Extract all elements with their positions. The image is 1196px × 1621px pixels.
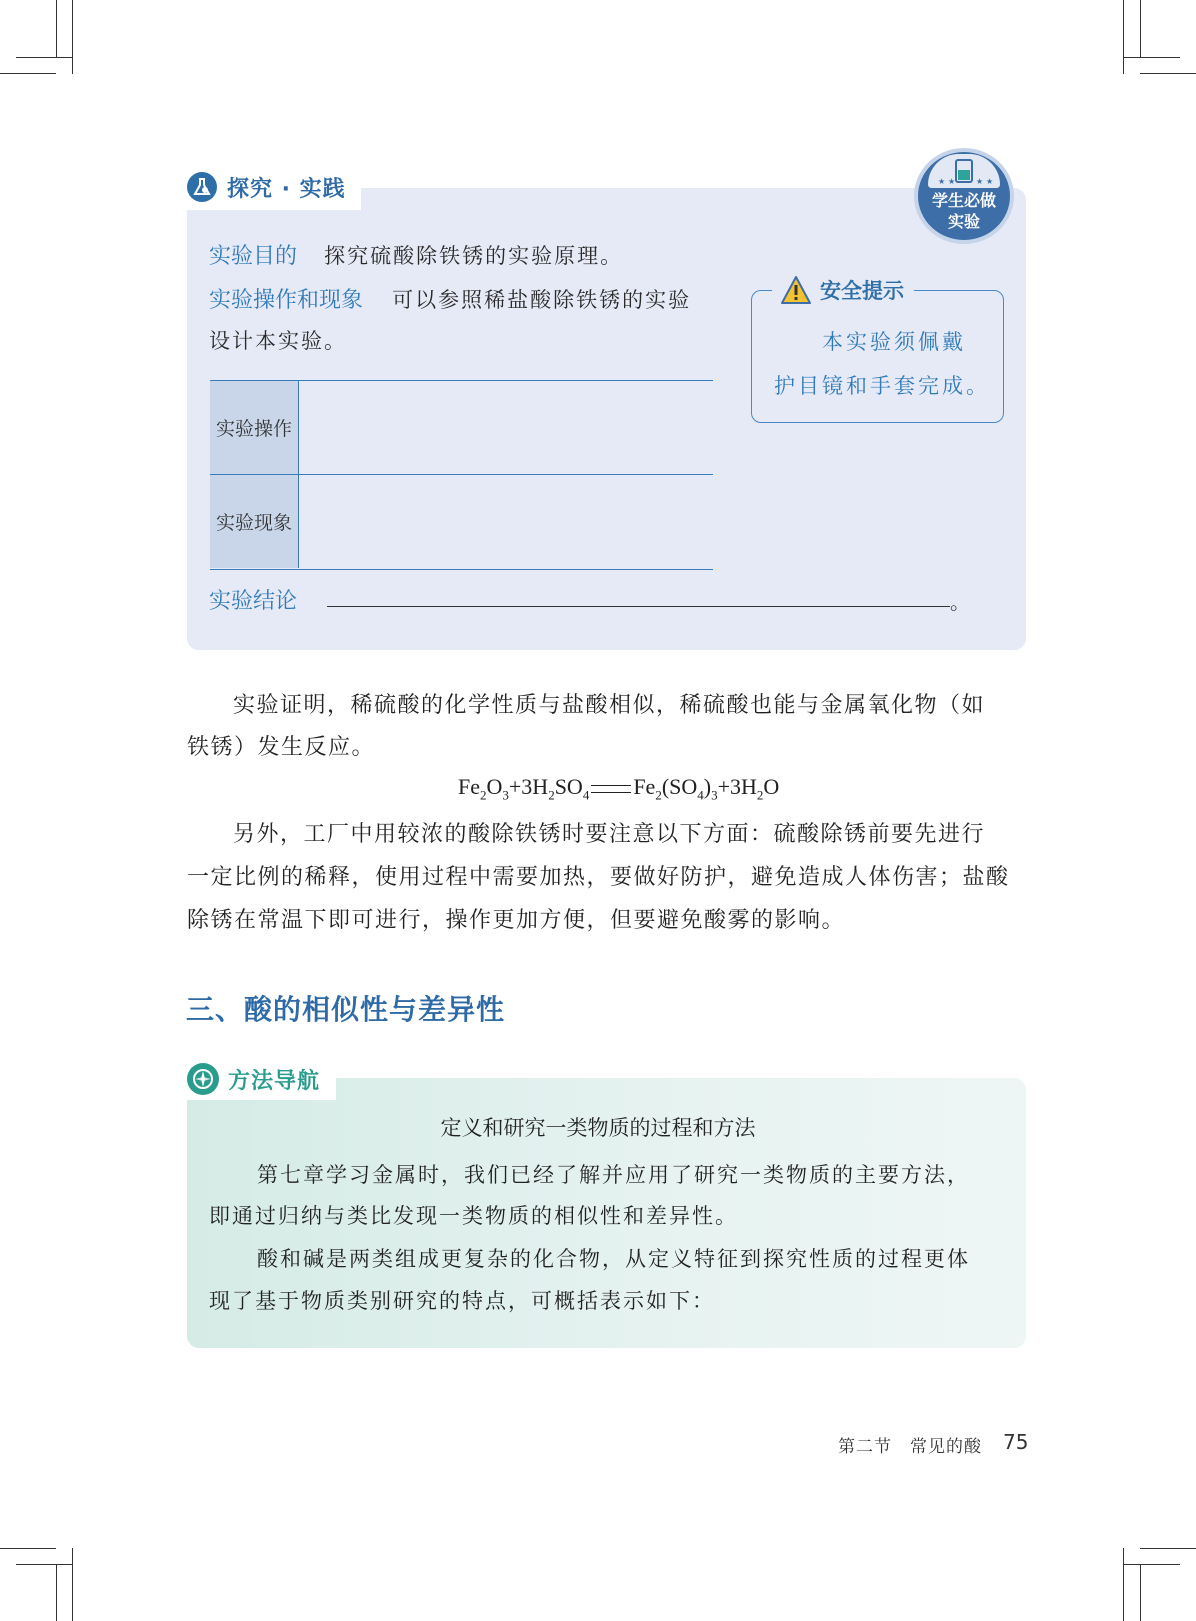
conclusion-label: 实验结论 [209,589,298,614]
crop-mark [1140,73,1196,74]
purpose-text: 探究硫酸除铁锈的实验原理。 [324,244,624,268]
table-row-header: 实验现象 [210,475,299,568]
crop-mark [1140,1564,1141,1621]
crop-mark [1124,57,1180,58]
operation-text-cont: 设计本实验。 [209,329,347,353]
safety-panel [751,290,1004,423]
chemical-equation: $Fe_2O_3+3H_2SO_4$ $Fe_2(SO_4)_3+3H_2O$ [458,774,780,803]
svg-text:★ ★: ★ ★ [976,177,994,186]
crop-mark [16,57,72,58]
badge-line: 学生必做 [931,191,996,210]
purpose-row [209,239,623,270]
badge-line: 实验 [947,212,980,231]
crop-mark [1124,1564,1180,1565]
required-experiment-badge [914,148,1014,244]
flask-icon [187,172,217,202]
crop-mark [0,73,56,74]
body-paragraph: 铁锈）发生反应。 [187,735,376,760]
conclusion-end: 。 [950,590,970,614]
crop-mark [0,1548,56,1549]
table-row-header: 实验操作 [210,381,299,474]
operation-row [209,283,691,314]
purpose-label: 实验目的 [209,244,298,269]
crop-mark [1140,1548,1196,1549]
method-paragraph: 即通过归纳与类比发现一类物质的相似性和差异性。 [209,1204,738,1228]
method-heading: 定义和研究一类物质的过程和方法 [440,1116,756,1140]
method-title: 方法导航 [228,1069,321,1094]
body-paragraph: 除锈在常温下即可进行，操作更加方便，但要避免酸雾的影响。 [187,908,846,933]
safety-title: 安全提示 [820,279,904,303]
compass-icon [187,1063,219,1095]
crop-mark [72,1548,73,1621]
crop-mark [1123,0,1124,74]
safety-line: 本实验须佩戴 [822,330,966,354]
svg-text:★ ★: ★ ★ [938,177,956,186]
inquiry-title: 探究 · 实践 [227,177,346,202]
conclusion-blank [327,606,950,607]
operation-text: 可以参照稀盐酸除铁锈的实验 [392,288,692,312]
method-paragraph: 现了基于物质类别研究的特点，可概括表示如下： [209,1289,715,1313]
operation-label: 实验操作和现象 [209,288,364,313]
crop-mark [72,0,73,74]
body-paragraph: 实验证明，稀硫酸的化学性质与盐酸相似，稀硫酸也能与金属氧化物（如 [233,693,986,718]
body-paragraph: 另外，工厂中用较浓的酸除铁锈时要注意以下方面：硫酸除锈前要先进行 [233,822,986,847]
beaker-icon [928,154,1000,188]
method-paragraph: 第七章学习金属时，我们已经了解并应用了研究一类物质的主要方法， [257,1163,970,1187]
crop-mark [56,1564,57,1621]
crop-mark [1123,1548,1124,1621]
safety-line: 护目镜和手套完成。 [774,374,990,398]
safety-header [772,272,914,308]
crop-mark [16,1564,72,1565]
crop-mark [1140,0,1141,58]
footer-section: 第二节 常见的酸 [838,1437,982,1457]
section-heading: 三、酸的相似性与差异性 [186,993,506,1026]
body-paragraph: 一定比例的稀释，使用过程中需要加热，要做好防护，避免造成人体伤害；盐酸 [187,865,1010,890]
experiment-table [210,380,713,570]
page-number: 75 [1003,1430,1029,1454]
method-paragraph: 酸和碱是两类组成更复杂的化合物，从定义特征到探究性质的过程更体 [257,1247,970,1271]
warning-icon [780,275,812,305]
crop-mark [56,0,57,58]
